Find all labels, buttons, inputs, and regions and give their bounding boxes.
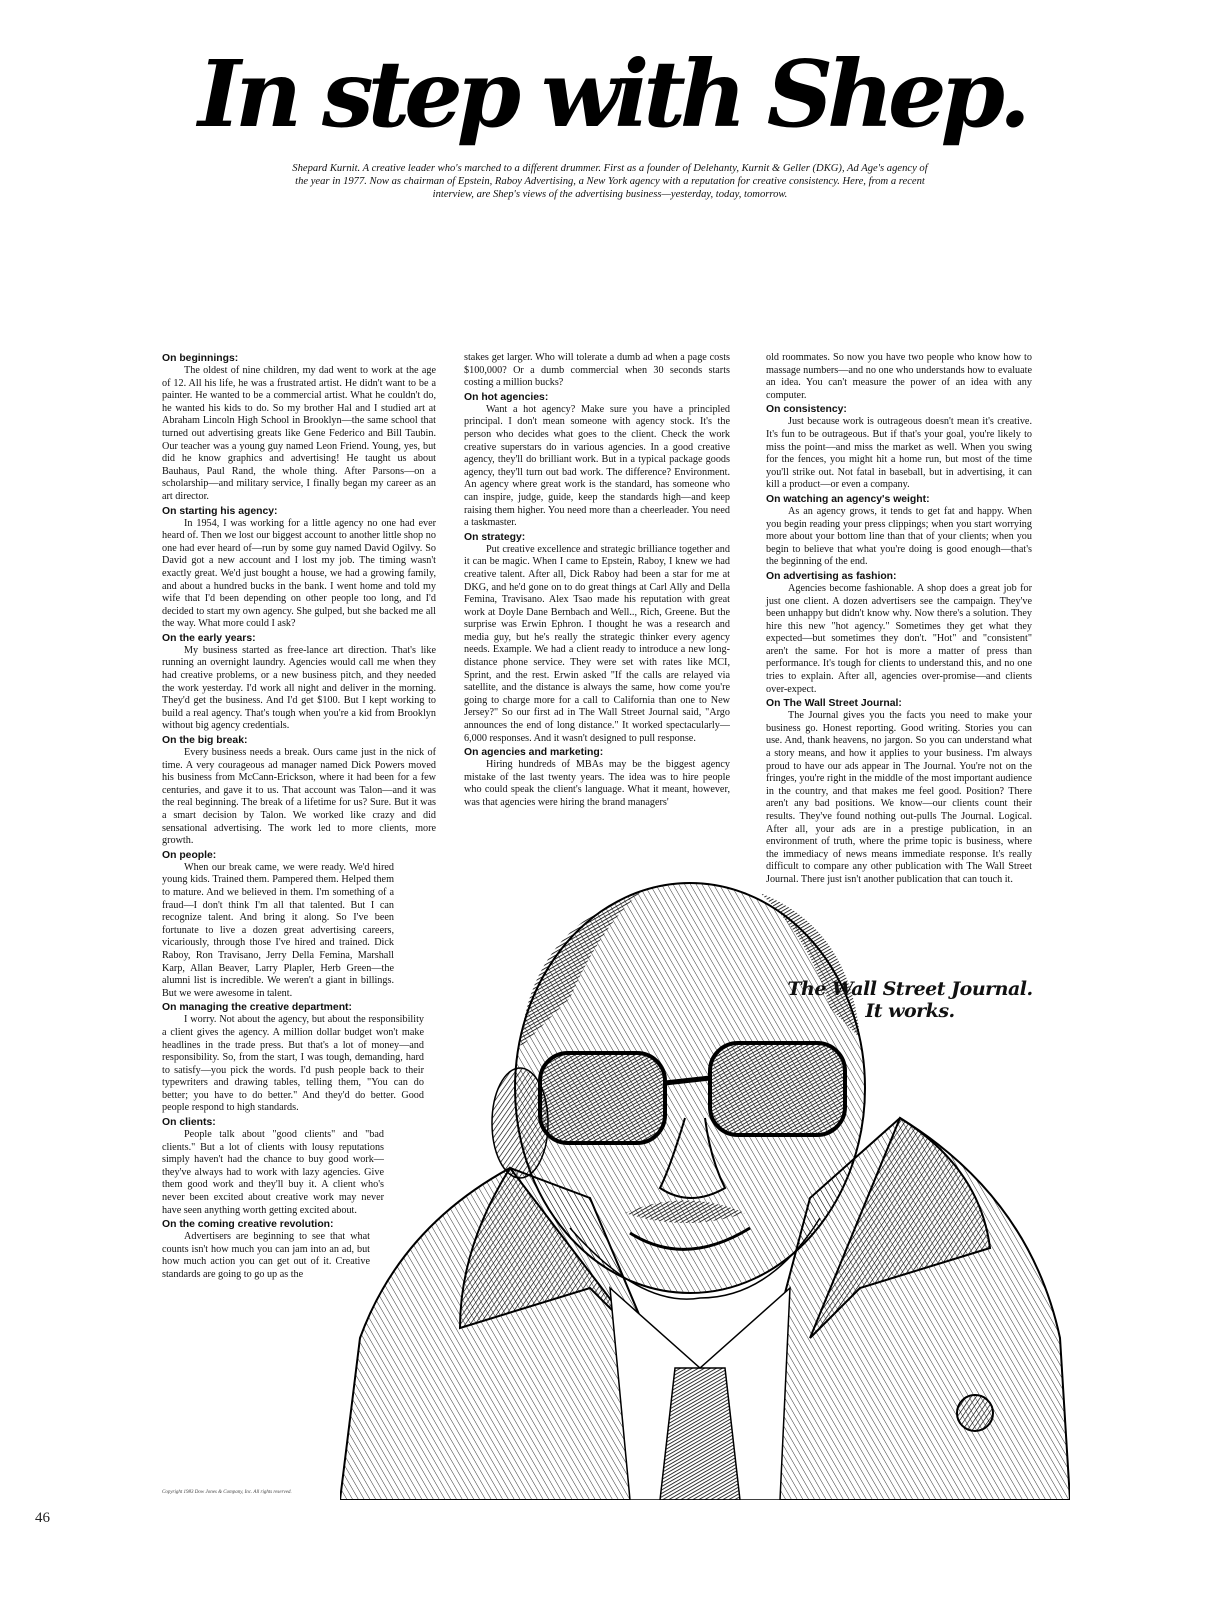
section-starting-agency (162, 505, 436, 631)
section-wall-street-journal (766, 697, 1032, 886)
section-heading: On the coming creative revolution: (162, 1219, 334, 1231)
article-column-3 (766, 352, 1032, 888)
section-body: Advertisers are beginning to see that what counts isn't how much you can jam into an ad, but how much action you can get out of it. Creative standards are going to go up as the (162, 1231, 370, 1280)
section-body: Agencies become fashionable. A shop does a great job for just one client. A dozen advertisers see the campaign. They've been unhappy but didn't know why. Now there's a solution. They hire this new "hot agency." Sometimes they get what they expected—but sometimes they don't. "Hot" and "consistent" aren't the same. For hot is more a matter of press than performance. It's tough for clients to understand this, and no one tries to explain. After all, agencies over-promise—and clients over-expect. (766, 582, 1032, 695)
portrait-photo (340, 868, 1070, 1500)
section-heading: On starting his agency: (162, 505, 278, 517)
section-consistency (766, 403, 1032, 492)
section-heading: On consistency: (766, 404, 847, 416)
signoff-line-1: The Wall Street Journal. (787, 978, 1033, 1000)
section-agencies-marketing (464, 746, 730, 809)
section-strategy (464, 531, 730, 746)
section-body: My business started as free-lance art direction. That's like running an overnight laundry. Agencies would call me when they had creative problems, or a new business pitch, and they needed the work yesterday. I'd work all night and deliver in the morning. They'd get the business. And I'd get $100. But I kept working to build a real agency. That's tough when you're a kid from Brooklyn without big agency credentials. (162, 644, 436, 732)
headline: In step with Shep. (198, 40, 1025, 148)
section-body: Want a hot agency? Make sure you have a principled principal. I don't mean someone with agency stock. It's the person who decides what goes to the client. Check the work creative superstars do in various agencies. In a good creative agency, they'll do brilliant work. But in a typical package goods agency, they'll turn out bad work. The difference? Environment. An agency where great work is the standard, has someone who can inspire, judge, guide, keep the standards high—and keep raising them higher. You need more than a cheerleader. You need a taskmaster. (464, 403, 730, 529)
section-body: I worry. Not about the agency, but about the responsibility a client gives the agency. A million dollar budget won't make headlines in the trade press. But that's a lot of money—and responsibility. So, from the start, I was tough, demanding, hard to satisfy—you pick the words. I'd push people back to their typewriters and drawing tables, telling them, "You can do better; you have to do better." And they'd do better. Good people respond to high standards. (162, 1014, 424, 1114)
intro-deck: Shepard Kurnit. A creative leader who's marched to a different drummer. First as a founder of Delehanty, Kurnit & Geller (DKG), Ad Age's agency of the year in 1977. Now as chairman of Epstein, Raboy Advertising, a New York agency with a reputation for creative consistency. Here, from a recent interview, are Shep's views of the advertising business—yesterday, today, tomorrow. (292, 163, 928, 200)
section-body: Every business needs a break. Ours came just in the nick of time. A very courageous ad manager named Dick Powers moved his business from McCann-Erickson, where it had been for a few centuries, and gave it to us. That account was Talon—and it was the real beginning. The break of a lifetime for us? Sure. But it was a smart decision by Talon. We worked like crazy and did sensational advertising. The work led to more clients, more growth. (162, 747, 436, 847)
page-number: 46 (35, 1510, 50, 1526)
section-body: The Journal gives you the facts you need to make your business go. Honest reporting. Good writing. Stories you can use. And, thank heavens, no jargon. So you can understand what a story means, and how it applies to your business. I'm always proud to have our ads appear in The Journal. You're not on the fringes, you're right in the middle of the most important audience in the country, and that makes me feel good. Position? There aren't any bad positions. We know—our clients count their results. They've found nothing out-pulls The Journal. Logical. After all, your ads are in a prestige publication, in an environment of truth, where the prime topic is business, where the immediacy of news means immediate response. It's really difficult to compare any other publication with The Wall Street Journal. There just isn't another publication that can touch it. (766, 710, 1032, 885)
section-heading: On The Wall Street Journal: (766, 698, 902, 710)
section-heading: On the early years: (162, 632, 256, 644)
section-heading: On the big break: (162, 735, 248, 747)
section-heading: On beginnings: (162, 353, 239, 364)
section-body: Hiring hundreds of MBAs may be the biggest agency mistake of the last twenty years. The idea was to hire people who could speak the client's language. What it meant, however, was that agencies were hiring the brand managers' (464, 759, 730, 808)
section-heading: On watching an agency's weight: (766, 493, 930, 505)
section-body: The oldest of nine children, my dad went to work at the age of 12. All his life, he was a frustrated artist. He didn't want to be a painter. He wanted to be a commercial artist. What he couldn't do, he wanted his kids to do. So my brother Hal and I studied art at Abraham Lincoln High School in Brooklyn—the same school that turned out advertising greats like Gene Federico and Bill Taubin. Our teacher was a young guy named Leon Friend. Young, yes, but did he know graphics and advertising! He taught us about Bauhaus, Paul Rand, the whole thing. After Parsons—on a scholarship—and military service, I finally began my career as an art director. (162, 365, 436, 502)
section-creative-revolution (162, 1218, 370, 1281)
section-big-break (162, 734, 436, 848)
section-heading: On people: (162, 849, 217, 861)
section-beginnings (162, 352, 436, 504)
section-heading: On hot agencies: (464, 391, 549, 403)
section-body: Just because work is outrageous doesn't mean it's creative. It's fun to be outrageous. But if that's your goal, you're likely to miss the point—and miss the market as well. When you swing for the fences, you might hit a home run, but most of the time you'll strike out. Not fatal in baseball, but in advertising, it can kill a product—or even a company. (766, 416, 1032, 491)
section-heading: On strategy: (464, 531, 526, 543)
section-early-years (162, 632, 436, 733)
section-body: In 1954, I was working for a little agency no one had ever heard of. Then we lost our biggest account to another little shop no one had ever heard of—run by some guy named David Ogilvy. So David got a new account and I lost my job. The timing wasn't exactly great. We'd just bought a house, we had a growing family, and about a hundred bucks in the bank. I went home and told my wife that I'd been depending on other people too long, and I'd decided to start my own agency. She gulped, but she backed me all the way. What more could I ask? (162, 517, 436, 630)
section-body: old roommates. So now you have two people who know how to massage numbers—and no one who understands how to evaluate an idea. You can't measure the power of an idea with any computer. (766, 352, 1032, 401)
section-advertising-fashion (766, 570, 1032, 696)
section-heading: On advertising as fashion: (766, 570, 897, 582)
section-body: Put creative excellence and strategic brilliance together and it can be magic. When I came to Epstein, Raboy, I knew we had creative talent. After all, Dick Raboy had been a star for me at DKG, and he'd gone on to do great things at Carl Ally and Della Femina, Travisano. Alex Tsao made his reputation with great work at Doyle Dane Bernbach and Well.., Rich, Greene. But the surprise was Erwin Ephron. I thought he was a research and media guy, but he's really the strategic thinker every agency needs. Example. We had a client ready to introduce a new long-distance phone service. They were set with rates like MCI, Sprint, and the rest. Erwin asked "If the calls are relayed via satellite, and the distance is always the same, how come you're going to charge more for a call to California than one to New Jersey?" So our first ad in The Wall Street Journal said, "Argo announces the end of long distance." It worked spectacularly—6,000 responses. And it wasn't designed to pull response. (464, 543, 730, 744)
section-body: People talk about "good clients" and "bad clients." But a lot of clients with lousy reputations simply haven't had the chance to buy good work—they've always had to work with lazy agencies. Give them good work and they'll buy it. A client who's never been excited about creative work may never have seen anything worth getting excited about. (162, 1129, 384, 1216)
section-body: When our break came, we were ready. We'd hired young kids. Trained them. Pampered them. Helped them to mature. And we believed in them. I'm something of a fraud—I don't think I'm all that talented. But I can recognize talent. And bring it along. So I've been fortunate to live a dozen great advertising careers, vicariously, through those I've hired and trained. Dick Raboy, Ron Travisano, Jerry Della Femina, Marshall Karp, Allan Beaver, Larry Plapler, Herb Green—the alumni list is incredible. We weren't a giant in billings. But we were awesome in talent. (162, 861, 394, 999)
article-column-2 (464, 352, 730, 811)
section-heading: On managing the creative department: (162, 1002, 352, 1014)
section-body: stakes get larger. Who will tolerate a dumb ad when a page costs $100,000? Or a dumb commercial when 30 seconds starts costing a million bucks? (464, 352, 730, 389)
section-continuation (464, 352, 730, 390)
section-hot-agencies (464, 391, 730, 530)
copyright-line: Copyright 1983 Dow Jones & Company, Inc. All rights reserved. (162, 1490, 292, 1495)
section-continuation (766, 352, 1032, 402)
section-agency-weight (766, 493, 1032, 569)
section-heading: On clients: (162, 1117, 216, 1129)
section-body: As an agency grows, it tends to get fat and happy. When you begin reading your press clippings; when you start worrying more about your bottom line than that of your clients; when you begin to believe that what you're doing is good enough—that's the beginning of the end. (766, 505, 1032, 568)
signoff-line-2: It works. (865, 1000, 955, 1022)
wsj-signoff (760, 978, 1060, 1022)
section-heading: On agencies and marketing: (464, 747, 604, 759)
